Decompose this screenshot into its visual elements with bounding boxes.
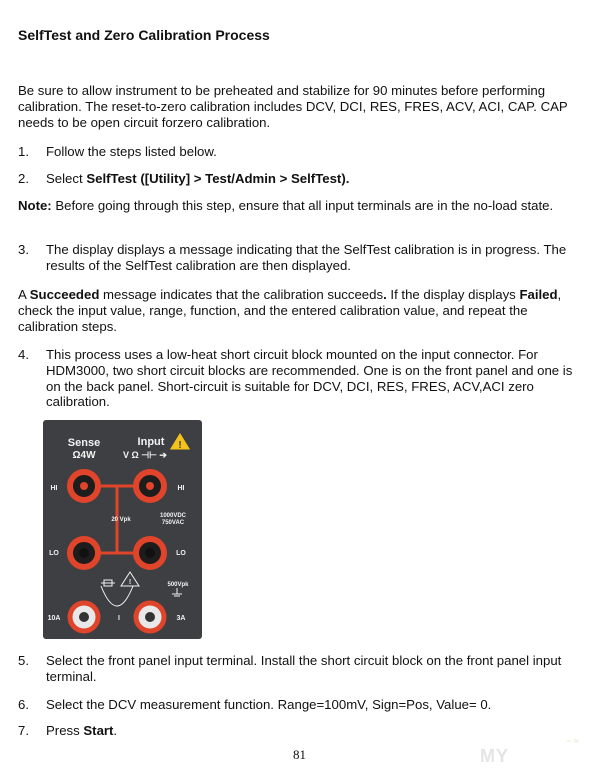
step-number: 1. bbox=[18, 144, 29, 159]
start-bold-text: Start bbox=[83, 723, 114, 738]
rating-label-1: 1000VDC bbox=[159, 513, 187, 519]
input-terminal-panel-image bbox=[43, 420, 202, 639]
terminal-input-lo bbox=[136, 539, 164, 567]
page-number: 81 bbox=[293, 747, 306, 762]
step-4 bbox=[18, 347, 584, 410]
sense-sub-label: Ω4W bbox=[72, 450, 96, 461]
vpk-label: 20 Vpk bbox=[111, 517, 131, 523]
result-paragraph: A Succeeded message indicates that the calibration succeeds. If the display displays Failed, check the input value, range, function, and the entered calibration value, and repeat the calibration steps. bbox=[18, 287, 562, 334]
step-text: Select bbox=[46, 171, 87, 186]
terminal-3a bbox=[136, 603, 164, 631]
lo-left-label: LO bbox=[49, 550, 59, 557]
step-number: 6. bbox=[18, 697, 29, 712]
rating-label-2: 750VAC bbox=[161, 520, 185, 526]
step-6 bbox=[18, 697, 584, 713]
terminal-sense-hi bbox=[70, 472, 98, 500]
hi-right-label: HI bbox=[177, 485, 185, 492]
lo-right-label: LO bbox=[176, 550, 186, 557]
note-paragraph bbox=[18, 198, 584, 214]
succeeded-text: Succeeded bbox=[29, 287, 100, 302]
terminal-sense-lo bbox=[70, 539, 98, 567]
step-text: This process uses a low-heat short circuit block mounted on the input connector. For HDM3000, two short circuit blocks are recommended. One is on the front panel and one is on the back panel. Short-circuit is suitable for DCV, DCI, RES, FRES, ACV,ACI zero calibration. bbox=[46, 347, 573, 410]
label-10a: 10A bbox=[47, 615, 61, 622]
label-3a: 3A bbox=[176, 615, 186, 622]
vpk500-label: 500Vpk bbox=[167, 582, 189, 588]
failed-text: Failed bbox=[519, 287, 558, 302]
step-number: 7. bbox=[18, 723, 29, 738]
step-text: The display displays a message indicating that the SelfTest calibration is in progress. The results of the SelfTest calibration are then displayed. bbox=[46, 242, 567, 273]
input-label: Input bbox=[137, 436, 165, 448]
svg-text:!: ! bbox=[178, 440, 182, 451]
hi-left-label: HI bbox=[50, 485, 58, 492]
terminal-10a bbox=[70, 603, 98, 631]
svg-text:!: ! bbox=[128, 579, 132, 586]
watermark-small: ~ ≈ bbox=[566, 736, 579, 746]
input-sub-label: V Ω ⊣⊢ ➔ bbox=[123, 450, 167, 460]
step-bold-text: SelfTest ([Utility] > Test/Admin > SelfTest). bbox=[86, 171, 350, 186]
watermark: MY bbox=[480, 746, 509, 766]
step-text: Select the front panel input terminal. Install the short circuit block on the front panel input terminal. bbox=[46, 653, 562, 684]
page-title: SelfTest and Zero Calibration Process bbox=[18, 27, 270, 43]
step-text: Press bbox=[46, 723, 84, 738]
terminal-input-hi bbox=[136, 472, 164, 500]
step-number: 2. bbox=[18, 171, 29, 186]
step-5 bbox=[18, 653, 584, 685]
step-number: 3. bbox=[18, 242, 29, 257]
sense-label: Sense bbox=[67, 437, 101, 449]
step-1 bbox=[18, 144, 584, 160]
step-3 bbox=[18, 242, 584, 274]
label-i: I bbox=[118, 615, 120, 622]
step-7: 7. Press Start. bbox=[18, 723, 118, 738]
note-label: Note: bbox=[18, 198, 52, 213]
step-text: Follow the steps listed below. bbox=[46, 144, 217, 159]
note-text: Before going through this step, ensure that all input terminals are in the no-load state. bbox=[51, 198, 554, 213]
step-number: 5. bbox=[18, 653, 29, 668]
step-text: Select the DCV measurement function. Range=100mV, Sign=Pos, Value= 0. bbox=[46, 697, 492, 712]
step-2 bbox=[18, 171, 584, 187]
step-number: 4. bbox=[18, 347, 29, 362]
intro-paragraph: Be sure to allow instrument to be preheated and stabilize for 90 minutes before performing calibration. The reset-to-zero calibration includes DCV, DCI, RES, FRES, ACV, ACI, CAP. CAP needs to be open circuit forzero calibration. bbox=[18, 83, 568, 130]
